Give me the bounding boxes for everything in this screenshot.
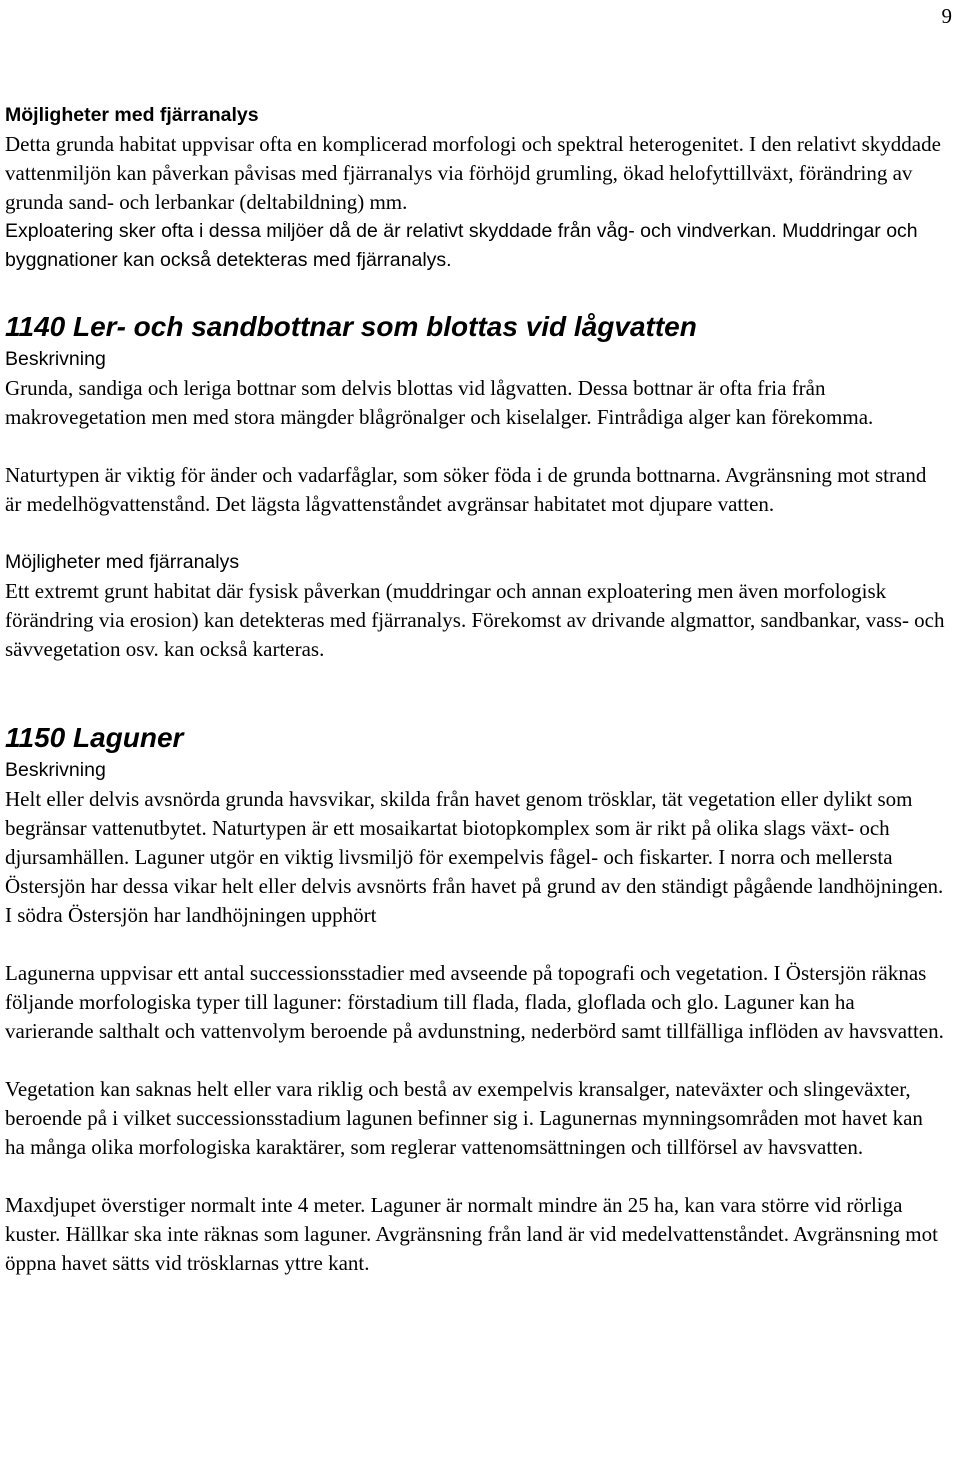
intro-section	[5, 101, 945, 275]
section-1150-description-label: Beskrivning	[5, 759, 106, 781]
section-1140-paragraph-1: Grunda, sandiga och leriga bottnar som delvis blottas vid lågvatten. Dessa bottnar är ofta fria från makrovegetation men med stora mängder blågrönalger och kiselalger. Fintrådiga alger kan förekomma.	[5, 376, 874, 429]
section-1140-remote-paragraph: Ett extremt grunt habitat där fysisk påverkan (muddringar och annan exploatering men även morfologisk förändring via erosion) kan detekteras med fjärranalys. Förekomst av drivande algmattor, sandbankar, vass- och sävvegetation osv. kan också karteras.	[5, 579, 945, 661]
section-1150-paragraph-1: Helt eller delvis avsnörda grunda havsvikar, skilda från havet genom trösklar, tät vegetation eller dylikt som begränsar vattenutbytet. Naturtypen är ett mosaikartat biotopkomplex som är rikt på olika slags växt- och djursamhällen. Laguner utgör en viktig livsmiljö för exempelvis fågel- och fiskarter. I norra och mellersta Östersjön har dessa vikar helt eller delvis avsnörts från havet på grund av den ständigt pågående landhöjningen. I södra Östersjön har landhöjningen upphört	[5, 787, 944, 927]
section-1150-paragraph-4: Maxdjupet överstiger normalt inte 4 meter. Laguner är normalt mindre än 25 ha, kan vara större vid rörliga kuster. Hällkar ska inte räknas som laguner. Avgränsning från land är vid medelvattenståndet. Avgränsning mot öppna havet sätts vid trösklarnas yttre kant.	[5, 1193, 938, 1275]
section-1150	[5, 720, 945, 1278]
section-1140-paragraph-2: Naturtypen är viktig för änder och vadarfåglar, som söker föda i de grunda bottnarna. Avgränsning mot strand är medelhögvattenstånd. Det lägsta lågvattenståndet avgränsar habitatet mot djupare vatten.	[5, 463, 927, 516]
intro-paragraph-2: Exploatering sker ofta i dessa miljöer då de är relativt skyddade från våg- och vindverkan. Muddringar och byggnationer kan också detekteras med fjärranalys.	[5, 220, 918, 271]
intro-paragraph-1: Detta grunda habitat uppvisar ofta en komplicerad morfologi och spektral heterogenitet. I den relativt skyddade vattenmiljön kan påverkan påvisas med fjärranalys via förhöjd grumling, ökad helofyttillväxt, förändring av grunda sand- och lerbankar (deltabildning) mm.	[5, 132, 941, 214]
intro-heading: Möjligheter med fjärranalys	[5, 104, 259, 126]
section-1150-paragraph-3: Vegetation kan saknas helt eller vara riklig och bestå av exempelvis kransalger, nateväxter och slingeväxter, beroende på i vilket successionsstadium lagunen befinner sig i. Lagunernas mynningsområden mot havet kan ha många olika morfologiska karaktärer, som reglerar vattenomsättningen och tillförsel av havsvatten.	[5, 1077, 923, 1159]
document-body	[5, 101, 945, 1278]
section-1140-remote-label: Möjligheter med fjärranalys	[5, 551, 240, 573]
section-1140	[5, 309, 945, 664]
page-number: 9	[941, 4, 952, 28]
section-1150-paragraph-2: Lagunerna uppvisar ett antal successionsstadier med avseende på topografi och vegetation. I Östersjön räknas följande morfologiska typer till laguner: förstadium till flada, flada, gloflada och glo. Laguner kan ha varierande salthalt och vattenvolym beroende på avdunstning, nederbörd samt tillfälliga inflöden av havsvatten.	[5, 961, 944, 1043]
section-1140-title: 1140 Ler- och sandbottnar som blottas vid lågvatten	[5, 311, 697, 342]
section-1150-title: 1150 Laguner	[5, 722, 184, 753]
section-1140-description-label: Beskrivning	[5, 348, 106, 370]
